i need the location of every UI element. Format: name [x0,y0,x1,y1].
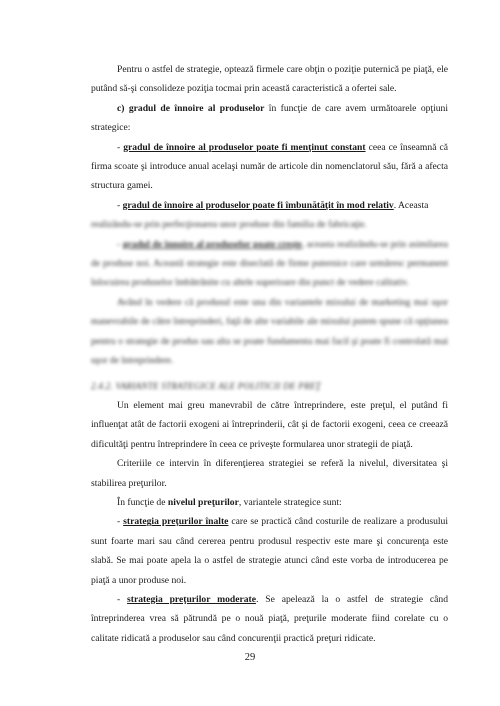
blurred-text-grow: , aceasta realizându-se prin asimilarea de produse noi. Această strategie este diseclată de firme puternice care urmăresc permanent înlocuirea produselor îmbătrânite cu altele superioare din punct de vedere calitativ. [91,238,449,289]
list-item-constant-heading: gradul de înnoire al produselor poate fi menţinut constant [123,141,366,153]
list-dash: - [117,141,124,153]
blurred-paragraph-2: - gradul de înnoire al produselor poate creşte, aceasta realizându-se prin asimilarea de produse noi. Această strategie este diseclată de firme puternice care urmăresc permanent înlocuirea produselor îmbătrânite cu altele superioare din punct de vedere calitativ. [91,238,449,289]
renewal-degree-heading: c) gradul de înnoire al produselor [117,102,265,114]
paragraph-criteria: Criteriile ce intervin în diferenţierea strategiei se referă la nivelul, diversitatea şi stabilirea preţurilor. [91,458,448,489]
paragraph-renewal-degree [91,99,448,138]
list-item-moderate-prices [91,590,448,648]
paragraph-price-element: Un element mai greu manevrabil de către întreprindere, este preţul, el putând fi influenţat atât de factorii exogeni ai întreprinderii, cât şi de factorii exogeni, ceea ce creează dificultăţi pentru întreprindere în ceea ce priveşte formularea unor strategii de piaţă. [91,399,448,450]
blurred-paragraph-1: realizându-se prin perfecţionarea unor produse din familia de fabricaţie. [91,219,367,231]
list-item-relative-heading: gradul de înnoire al produselor poate fi îmbunătăţit în mod relativ [122,199,394,211]
high-prices-text: care se practică când costurile de realizare a produsului sunt foarte mari sau când cererea pentru produsul respectiv este mare şi concurenţa este slabă. Se mai poate apela la o astfel de strategie atunci când este vorba de introducerea pe piaţă a unor produse noi. [91,516,449,586]
list-dash: - [117,199,123,211]
list-item-constant-text: ceea ce înseamnă că firma scoate şi introduce anual acelaşi număr de articole din nomenclatorul său, fără a afecta structura gamei. [91,141,449,192]
moderate-prices-text: . Se apelează la o astfel de strategie când întreprinderea vrea să pătrundă pe o nouă piaţă, preţurile moderate fiind corelate cu o calitate ridicată a produselor sau când concurenţii practică preţuri ridicate. [91,593,448,644]
list-item-relative-text: . Aceasta [393,199,429,211]
list-dash: - [117,593,128,605]
price-level-text-a: În funcţie de [117,496,168,508]
paragraph-price-level [91,493,448,512]
paragraph-strategy-firms [91,60,448,99]
paragraph-text: Pentru o astfel de strategie, optează firmele care obţin o poziţie puternică pe piaţă, ele putând să-şi consolideze poziţia tocmai prin această caracteristică a ofertei sale. [91,64,448,95]
renewal-degree-text: în funcţie de care avem următoarele opţiuni strategice: [91,102,448,134]
moderate-prices-heading: strategia preţurilor moderate [127,593,257,605]
page-number: 29 [244,652,256,663]
list-dash: - [117,516,124,528]
price-level-text-c: , variantele strategice sunt: [238,496,342,508]
blurred-section [91,215,448,396]
price-level-heading: nivelul preţurilor [167,496,239,508]
blurred-paragraph-3: Având în vedere că produsul este una din variantele mixului de marketing mai uşor manevrabile de către întreprinderi, faţă de alte variabile ale mixului putem spune că opţiunea pentru o strategie de produs sau alta se poate fundamenta mai facil şi poate fi controlată mai uşor de întreprindere. [91,296,448,367]
high-prices-heading: strategia preţurilor înalte [123,516,229,528]
list-item-relative [91,196,448,215]
list-item-constant [91,138,448,196]
blurred-heading-grow: gradul de înnoire al produselor poate creşte [122,238,302,250]
section-heading-price: 2.4.2. VARIANTE STRATEGICE ALE POLITICII DE PREŢ [91,380,321,391]
list-item-high-prices [91,512,448,590]
